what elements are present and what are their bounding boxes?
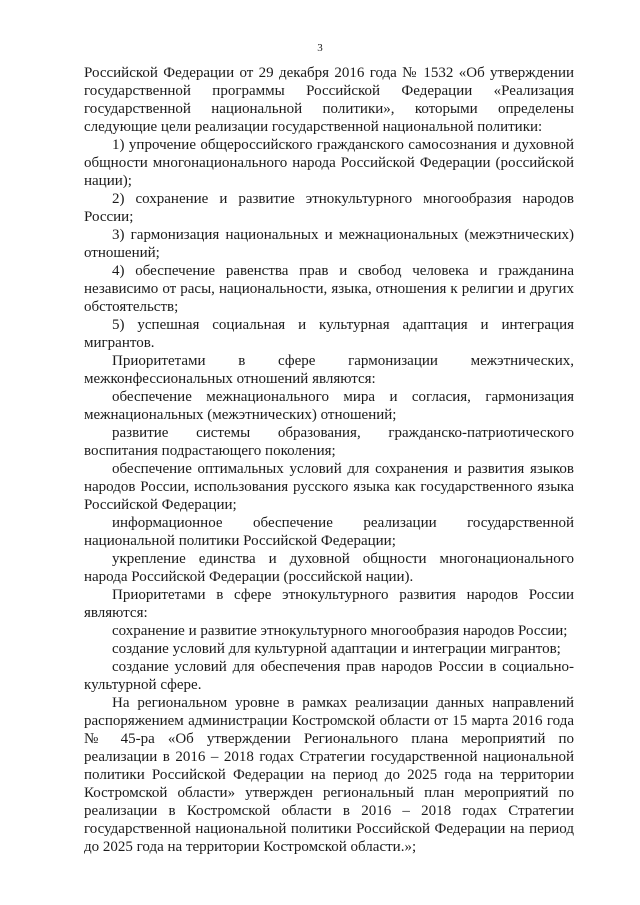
document-body: [84, 64, 574, 856]
paragraph-priority-item: обеспечение оптимальных условий для сохранения и развития языков народов России, использования русского языка как государственного языка Российской Федерации;: [84, 461, 574, 513]
paragraph-goal-1: 1) упрочение общероссийского гражданского самосознания и духовной общности многонационального народа Российской Федерации (российской нации);: [84, 137, 574, 189]
paragraph-priority-item: укрепление единства и духовной общности многонационального народа Российской Федерации (российской нации).: [84, 551, 574, 585]
paragraph-goal-3: 3) гармонизация национальных и межнациональных (межэтнических) отношений;: [84, 227, 574, 261]
paragraph-priority-item: обеспечение межнационального мира и согласия, гармонизация межнациональных (межэтнических) отношений;: [84, 389, 574, 423]
paragraph-goal-2: 2) сохранение и развитие этнокультурного многообразия народов России;: [84, 191, 574, 225]
page-number: 3: [317, 42, 323, 54]
paragraph-priorities-heading-1: Приоритетами в сфере гармонизации межэтнических, межконфессиональных отношений являются:: [84, 353, 574, 387]
paragraph-priorities-heading-2: Приоритетами в сфере этнокультурного развития народов России являются:: [84, 587, 574, 621]
paragraph-priority-item: создание условий для культурной адаптации и интеграции мигрантов;: [112, 641, 561, 657]
paragraph-priority-item: информационное обеспечение реализации государственной национальной политики Российской Федерации;: [84, 515, 574, 549]
paragraph-priority-item: сохранение и развитие этнокультурного многообразия народов России;: [112, 623, 568, 639]
paragraph-goal-4: 4) обеспечение равенства прав и свобод человека и гражданина независимо от расы, национальности, языка, отношения к религии и других обстоятельств;: [84, 263, 574, 315]
paragraph-priority-item: создание условий для обеспечения прав народов России в социально-культурной сфере.: [84, 659, 574, 693]
paragraph-goal-5: 5) успешная социальная и культурная адаптация и интеграция мигрантов.: [84, 317, 574, 351]
paragraph-priority-item: развитие системы образования, гражданско-патриотического воспитания подрастающего поколения;: [84, 425, 574, 459]
paragraph-intro: Российской Федерации от 29 декабря 2016 года № 1532 «Об утверждении государственной программы Российской Федерации «Реализация государственной национальной политики», которыми определены следующие цели реализации государственной национальной политики:: [84, 65, 574, 135]
paragraph-regional-level: На региональном уровне в рамках реализации данных направлений распоряжением администрации Костромской области от 15 марта 2016 года № 45-ра «Об утверждении Регионального плана мероприятий по реализации в 2016 – 2018 годах Стратегии государственной национальной политики Российской Федерации на период до 2025 года на территории Костромской области» утвержден региональный план мероприятий по реализации в Костромской области в 2016 – 2018 годах Стратегии государственной национальной политики Российской Федерации на период до 2025 года на территории Костромской области.»;: [84, 695, 574, 855]
